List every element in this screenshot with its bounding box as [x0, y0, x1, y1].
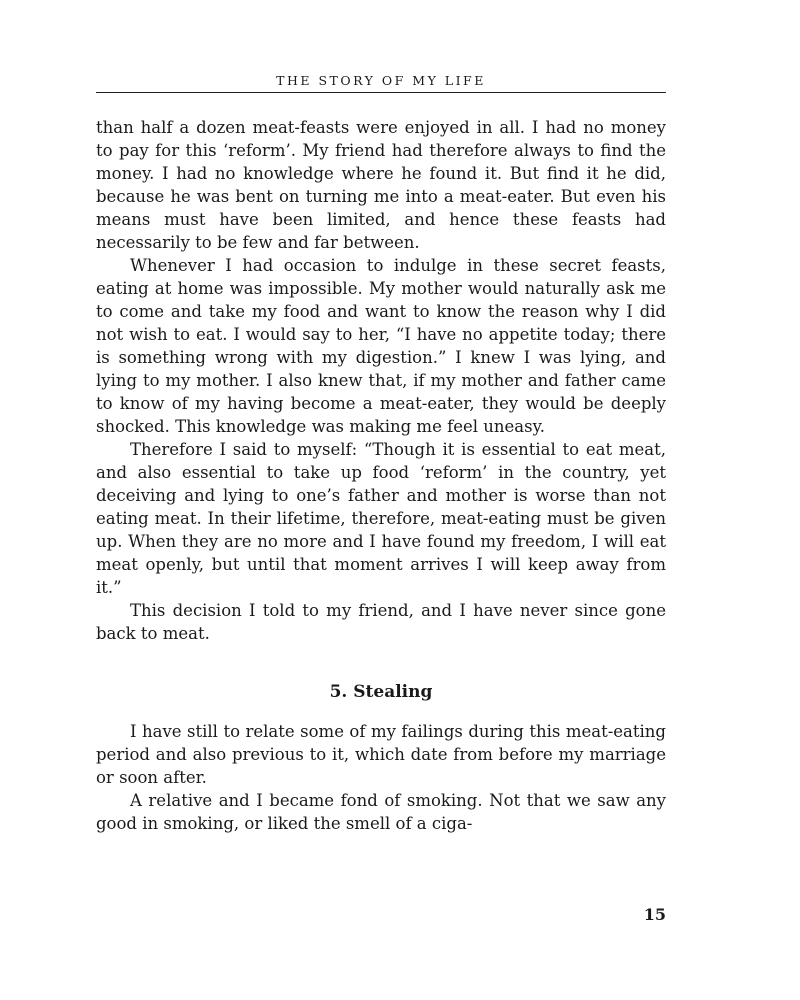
body-text [96, 116, 666, 835]
header-rule [96, 92, 666, 93]
paragraph: than half a dozen meat-feasts were enjoyed in all. I had no money to pay for this ‘reform’. My friend had therefore always to find the money. I had no knowledge where he found it. But find it he did, because he was bent on turning me into a meat-eater. But even his means must have been limited, and hence these feasts had necessarily to be few and far between. [96, 118, 666, 252]
paragraph: This decision I told to my friend, and I have never since gone back to meat. [96, 601, 666, 643]
paragraph: I have still to relate some of my failings during this meat-eating period and also previous to it, which date from before my marriage or soon after. [96, 722, 666, 787]
chapter-title: 5. Stealing [329, 682, 433, 702]
book-page [96, 0, 666, 1000]
paragraph: Whenever I had occasion to indulge in these secret feasts, eating at home was impossible. My mother would naturally ask me to come and take my food and want to know the reason why I did not wish to eat. I would say to her, “I have no appetite today; there is something wrong with my digestion.” I knew I was lying, and lying to my mother. I also knew that, if my mother and father came to know of my having become a meat-eater, they would be deeply shocked. This knowledge was making me feel uneasy. [96, 256, 666, 436]
paragraph: A relative and I became fond of smoking. Not that we saw any good in smoking, or liked the smell of a ciga- [96, 791, 666, 833]
page-number: 15 [643, 905, 666, 924]
running-head: THE STORY OF MY LIFE [276, 73, 486, 88]
paragraph: Therefore I said to myself: “Though it is essential to eat meat, and also essential to take up food ‘reform’ in the country, yet deceiving and lying to one’s father and mother is worse than not eating meat. In their lifetime, therefore, meat-eating must be given up. When they are no more and I have found my freedom, I will eat meat openly, but until that moment arrives I will keep away from it.” [96, 440, 666, 597]
